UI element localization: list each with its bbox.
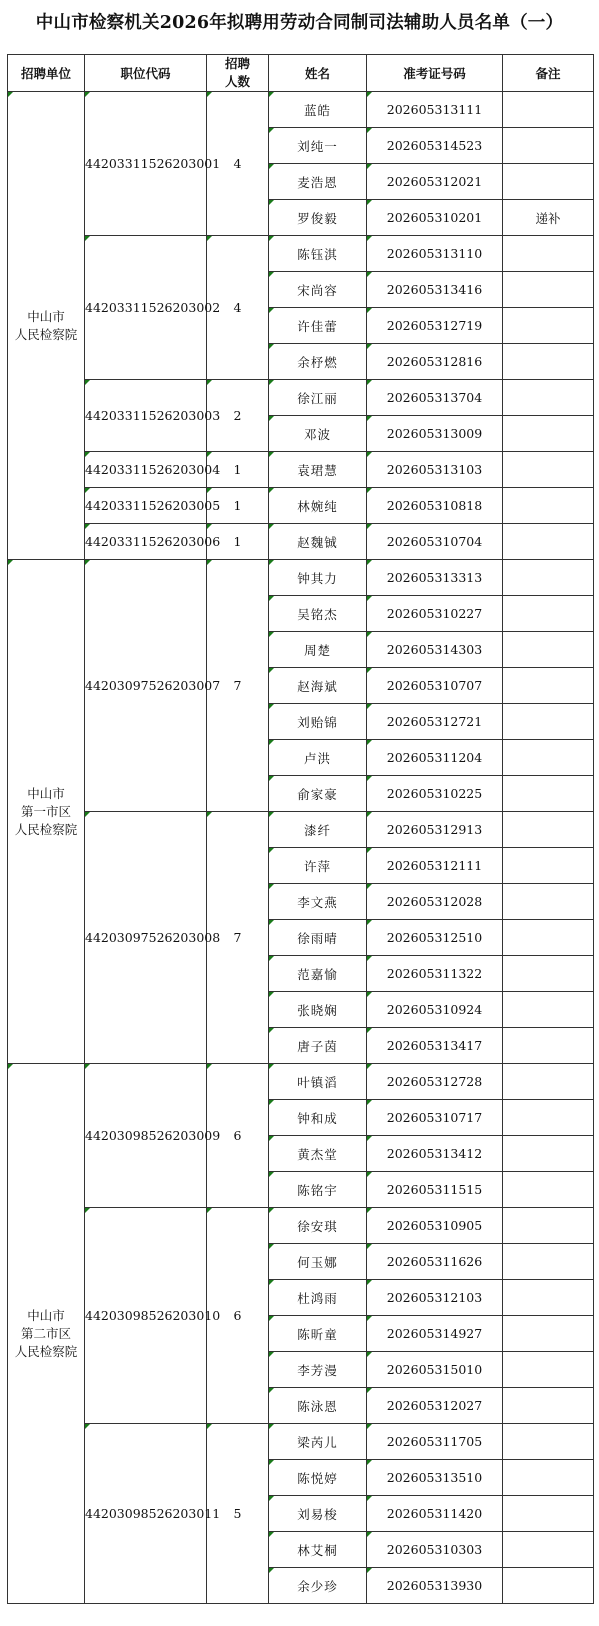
recruit-count-cell: 2: [207, 380, 269, 452]
ticket-number-cell: 202605313510: [367, 1460, 503, 1496]
person-name-cell: 徐安琪: [269, 1208, 367, 1244]
ticket-number-cell: 202605313009: [367, 416, 503, 452]
person-name-cell: 罗俊毅: [269, 200, 367, 236]
table-row: [8, 560, 594, 596]
table-row: [8, 488, 594, 524]
position-code-cell: 44203098526203010: [85, 1208, 207, 1424]
note-cell: [503, 1028, 594, 1064]
ticket-number-cell: 202605314523: [367, 128, 503, 164]
note-cell: [503, 1568, 594, 1604]
ticket-number-cell: 202605312103: [367, 1280, 503, 1316]
note-cell: [503, 560, 594, 596]
person-name-cell: 何玉娜: [269, 1244, 367, 1280]
header-row: [8, 55, 594, 92]
table-row: [8, 380, 594, 416]
person-name-cell: 梁芮儿: [269, 1424, 367, 1460]
person-name-cell: 卢洪: [269, 740, 367, 776]
recruit-count-cell: 7: [207, 812, 269, 1064]
ticket-number-cell: 202605312816: [367, 344, 503, 380]
person-name-cell: 邓波: [269, 416, 367, 452]
person-name-cell: 赵魏铖: [269, 524, 367, 560]
note-cell: [503, 956, 594, 992]
header-unit: 招聘单位: [8, 55, 85, 92]
person-name-cell: 杜鸿雨: [269, 1280, 367, 1316]
ticket-number-cell: 202605311705: [367, 1424, 503, 1460]
person-name-cell: 余少珍: [269, 1568, 367, 1604]
person-name-cell: 吴铭杰: [269, 596, 367, 632]
note-cell: [503, 236, 594, 272]
note-cell: [503, 1100, 594, 1136]
ticket-number-cell: 202605313110: [367, 236, 503, 272]
person-name-cell: 赵海斌: [269, 668, 367, 704]
person-name-cell: 张晓娴: [269, 992, 367, 1028]
note-cell: [503, 1388, 594, 1424]
person-name-cell: 陈泳恩: [269, 1388, 367, 1424]
ticket-number-cell: 202605312721: [367, 704, 503, 740]
person-name-cell: 麦浩恩: [269, 164, 367, 200]
note-cell: [503, 1316, 594, 1352]
person-name-cell: 陈钰淇: [269, 236, 367, 272]
person-name-cell: 俞家豪: [269, 776, 367, 812]
recruit-count-cell: 5: [207, 1424, 269, 1604]
recruiting-unit-cell: 中山市 人民检察院: [8, 92, 85, 560]
ticket-number-cell: 202605313930: [367, 1568, 503, 1604]
position-code-cell: 44203311526203006: [85, 524, 207, 560]
person-name-cell: 许萍: [269, 848, 367, 884]
person-name-cell: 钟和成: [269, 1100, 367, 1136]
person-name-cell: 陈铭宇: [269, 1172, 367, 1208]
person-name-cell: 余杼燃: [269, 344, 367, 380]
ticket-number-cell: 202605310704: [367, 524, 503, 560]
ticket-number-cell: 202605311322: [367, 956, 503, 992]
person-name-cell: 叶镇滔: [269, 1064, 367, 1100]
person-name-cell: 蓝皓: [269, 92, 367, 128]
recruiting-unit-cell: 中山市 第一市区 人民检察院: [8, 560, 85, 1064]
ticket-number-cell: 202605311420: [367, 1496, 503, 1532]
note-cell: [503, 740, 594, 776]
recruit-count-cell: 1: [207, 488, 269, 524]
person-name-cell: 范嘉愉: [269, 956, 367, 992]
table-row: [8, 1424, 594, 1460]
position-code-cell: 44203311526203004: [85, 452, 207, 488]
recruit-count-cell: 7: [207, 560, 269, 812]
ticket-number-cell: 202605314303: [367, 632, 503, 668]
table-row: [8, 1064, 594, 1100]
header-name: 姓名: [269, 55, 367, 92]
ticket-number-cell: 202605313704: [367, 380, 503, 416]
ticket-number-cell: 202605311204: [367, 740, 503, 776]
person-name-cell: 徐江丽: [269, 380, 367, 416]
header-note: 备注: [503, 55, 594, 92]
note-cell: [503, 776, 594, 812]
note-cell: [503, 344, 594, 380]
ticket-number-cell: 202605310201: [367, 200, 503, 236]
person-name-cell: 周楚: [269, 632, 367, 668]
ticket-number-cell: 202605314927: [367, 1316, 503, 1352]
header-ticket: 准考证号码: [367, 55, 503, 92]
note-cell: [503, 812, 594, 848]
note-cell: [503, 920, 594, 956]
position-code-cell: 44203311526203005: [85, 488, 207, 524]
recruiting-unit-cell: 中山市 第二市区 人民检察院: [8, 1064, 85, 1604]
person-name-cell: 林婉纯: [269, 488, 367, 524]
recruit-count-cell: 6: [207, 1064, 269, 1208]
ticket-number-cell: 202605313416: [367, 272, 503, 308]
person-name-cell: 刘纯一: [269, 128, 367, 164]
person-name-cell: 李文燕: [269, 884, 367, 920]
table-row: [8, 524, 594, 560]
ticket-number-cell: 202605312111: [367, 848, 503, 884]
person-name-cell: 唐子茵: [269, 1028, 367, 1064]
note-cell: [503, 1460, 594, 1496]
ticket-number-cell: 202605312728: [367, 1064, 503, 1100]
ticket-number-cell: 202605312510: [367, 920, 503, 956]
note-cell: [503, 632, 594, 668]
note-cell: [503, 992, 594, 1028]
ticket-number-cell: 202605310717: [367, 1100, 503, 1136]
note-cell: [503, 1280, 594, 1316]
note-cell: [503, 1064, 594, 1100]
note-cell: [503, 1136, 594, 1172]
recruit-count-cell: 6: [207, 1208, 269, 1424]
person-name-cell: 刘易梭: [269, 1496, 367, 1532]
ticket-number-cell: 202605313111: [367, 92, 503, 128]
table-row: [8, 92, 594, 128]
note-cell: [503, 668, 594, 704]
ticket-number-cell: 202605313412: [367, 1136, 503, 1172]
ticket-number-cell: 202605313313: [367, 560, 503, 596]
position-code-cell: 44203311526203001: [85, 92, 207, 236]
note-cell: [503, 488, 594, 524]
note-cell: [503, 308, 594, 344]
person-name-cell: 徐雨晴: [269, 920, 367, 956]
note-cell: [503, 1352, 594, 1388]
person-name-cell: 袁珺慧: [269, 452, 367, 488]
person-name-cell: 漆纤: [269, 812, 367, 848]
person-name-cell: 李芳漫: [269, 1352, 367, 1388]
table-row: [8, 812, 594, 848]
ticket-number-cell: 202605312021: [367, 164, 503, 200]
person-name-cell: 林艾桐: [269, 1532, 367, 1568]
note-cell: [503, 1424, 594, 1460]
ticket-number-cell: 202605311626: [367, 1244, 503, 1280]
ticket-number-cell: 202605310227: [367, 596, 503, 632]
note-cell: [503, 272, 594, 308]
recruit-count-cell: 1: [207, 524, 269, 560]
person-name-cell: 宋尚容: [269, 272, 367, 308]
ticket-number-cell: 202605310905: [367, 1208, 503, 1244]
table-row: [8, 1208, 594, 1244]
table-body: [8, 92, 594, 1604]
note-cell: [503, 884, 594, 920]
note-cell: [503, 1172, 594, 1208]
position-code-cell: 44203097526203007: [85, 560, 207, 812]
ticket-number-cell: 202605313417: [367, 1028, 503, 1064]
person-name-cell: 陈悦婷: [269, 1460, 367, 1496]
person-name-cell: 陈昕童: [269, 1316, 367, 1352]
table-row: [8, 452, 594, 488]
page-title: 中山市检察机关2026年拟聘用劳动合同制司法辅助人员名单（一）: [35, 12, 564, 33]
note-cell: [503, 1532, 594, 1568]
recruit-count-cell: 4: [207, 236, 269, 380]
ticket-number-cell: 202605313103: [367, 452, 503, 488]
note-cell: [503, 1496, 594, 1532]
ticket-number-cell: 202605312028: [367, 884, 503, 920]
note-cell: [503, 164, 594, 200]
ticket-number-cell: 202605312719: [367, 308, 503, 344]
header-position-code: 职位代码: [85, 55, 207, 92]
person-name-cell: 刘贻锦: [269, 704, 367, 740]
note-cell: [503, 704, 594, 740]
note-cell: [503, 416, 594, 452]
ticket-number-cell: 202605312913: [367, 812, 503, 848]
ticket-number-cell: 202605310818: [367, 488, 503, 524]
note-cell: [503, 848, 594, 884]
ticket-number-cell: 202605312027: [367, 1388, 503, 1424]
ticket-number-cell: 202605310707: [367, 668, 503, 704]
personnel-table: [7, 54, 594, 1604]
position-code-cell: 44203098526203009: [85, 1064, 207, 1208]
note-cell: [503, 452, 594, 488]
note-cell: [503, 524, 594, 560]
note-cell: 递补: [503, 200, 594, 236]
position-code-cell: 44203098526203011: [85, 1424, 207, 1604]
note-cell: [503, 92, 594, 128]
person-name-cell: 黄杰堂: [269, 1136, 367, 1172]
table-row: [8, 236, 594, 272]
ticket-number-cell: 202605315010: [367, 1352, 503, 1388]
person-name-cell: 钟其力: [269, 560, 367, 596]
ticket-number-cell: 202605310924: [367, 992, 503, 1028]
position-code-cell: 44203097526203008: [85, 812, 207, 1064]
note-cell: [503, 128, 594, 164]
ticket-number-cell: 202605310303: [367, 1532, 503, 1568]
position-code-cell: 44203311526203003: [85, 380, 207, 452]
recruit-count-cell: 4: [207, 92, 269, 236]
note-cell: [503, 1244, 594, 1280]
person-name-cell: 许佳蕾: [269, 308, 367, 344]
note-cell: [503, 596, 594, 632]
ticket-number-cell: 202605310225: [367, 776, 503, 812]
note-cell: [503, 1208, 594, 1244]
header-count: 招聘 人数: [207, 55, 269, 92]
position-code-cell: 44203311526203002: [85, 236, 207, 380]
recruit-count-cell: 1: [207, 452, 269, 488]
note-cell: [503, 380, 594, 416]
ticket-number-cell: 202605311515: [367, 1172, 503, 1208]
